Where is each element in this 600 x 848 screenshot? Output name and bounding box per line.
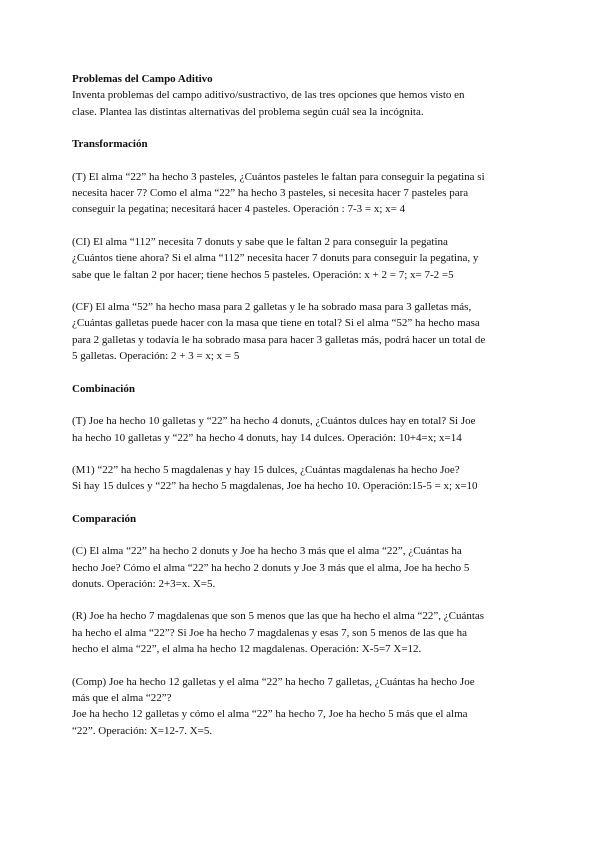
problem-line: (M1) “22” ha hecho 5 magdalenas y hay 15 dulces, ¿Cuántas magdalenas ha hecho Joe? bbox=[72, 463, 460, 476]
problem-line: ¿Cuántos tiene ahora? Si el alma “112” necesita hacer 7 donuts para conseguir la pegatina, y bbox=[72, 252, 479, 265]
problem-line: “22”. Operación: X=12-7. X=5. bbox=[72, 724, 213, 737]
problem-line: hecho Joe? Cómo el alma “22” ha hecho 2 donuts y Joe 3 más que el alma, Joe ha hecho 5 bbox=[72, 561, 470, 574]
problem-line: ha hecho 10 galletas y “22” ha hecho 4 donuts, hay 14 dulces. Operación: 10+4=x; x=14 bbox=[72, 431, 462, 444]
problem-paragraph bbox=[72, 543, 532, 592]
problem-line: (T) El alma “22” ha hecho 3 pasteles, ¿Cuántos pasteles le faltan para conseguir la pegatina si bbox=[72, 170, 485, 183]
problem-line: ¿Cuántas galletas puede hacer con la masa que tiene en total? Si el alma “52” ha hecho masa bbox=[72, 317, 480, 330]
problem-line: Si hay 15 dulces y “22” ha hecho 5 magdalenas, Joe ha hecho 10. Operación:15-5 = x; x=10 bbox=[72, 480, 478, 493]
document-title: Problemas del Campo Aditivo bbox=[72, 73, 213, 85]
problem-paragraph bbox=[72, 169, 532, 218]
problem-line: (C) El alma “22” ha hecho 2 donuts y Joe ha hecho 3 más que el alma “22”, ¿Cuántas ha bbox=[72, 545, 462, 558]
problem-line: conseguir la pegatina; necesitará hacer 4 pasteles. Operación : 7-3 = x; x= 4 bbox=[72, 203, 406, 216]
problem-line: (CF) El alma “52” ha hecho masa para 2 galletas y le ha sobrado masa para 3 galletas más, bbox=[72, 301, 472, 314]
intro-line: clase. Plantea las distintas alternativas del problema según cuál sea la incógnita. bbox=[72, 105, 424, 118]
section-combinacion bbox=[72, 381, 532, 495]
problem-line: (T) Joe ha hecho 10 galletas y “22” ha hecho 4 donuts, ¿Cuántos dulces hay en total? Si Joe bbox=[72, 415, 476, 428]
section-comparacion bbox=[72, 511, 532, 739]
problem-paragraph bbox=[72, 674, 532, 740]
intro-line: Inventa problemas del campo aditivo/sustractivo, de las tres opciones que hemos visto en bbox=[72, 89, 465, 102]
problem-line: hecho el alma “22”, el alma ha hecho 12 magdalenas. Operación: X-5=7 X=12. bbox=[72, 643, 422, 656]
section-heading: Combinación bbox=[72, 382, 135, 395]
problem-paragraph bbox=[72, 299, 532, 365]
problem-paragraph bbox=[72, 462, 532, 495]
section-heading: Comparación bbox=[72, 512, 137, 525]
problem-line: para 2 galletas y todavía le ha sobrado masa para hacer 3 galletas más, podrá hacer un total de bbox=[72, 333, 486, 346]
problem-paragraph bbox=[72, 608, 532, 657]
problem-line: ha hecho el alma “22”? Si Joe ha hecho 7 magdalenas y esas 7, son 5 menos de las que ha bbox=[72, 626, 467, 639]
document-intro bbox=[72, 87, 532, 120]
problem-line: 5 galletas. Operación: 2 + 3 = x; x = 5 bbox=[72, 350, 240, 363]
problem-line: más que el alma “22”? bbox=[72, 691, 172, 704]
problem-line: necesita hacer 7? Como el alma “22” ha hecho 3 pasteles, si necesita hacer 7 pasteles para bbox=[72, 187, 469, 200]
problem-line: (CI) El alma “112” necesita 7 donuts y sabe que le faltan 2 para conseguir la pegatina bbox=[72, 235, 448, 248]
document-page bbox=[72, 71, 532, 739]
section-heading: Transformación bbox=[72, 138, 148, 151]
problem-line: sabe que le faltan 2 por hacer; tiene hechos 5 pasteles. Operación: x + 2 = 7; x= 7-2 =5 bbox=[72, 268, 454, 281]
problem-line: donuts. Operación: 2+3=x. X=5. bbox=[72, 577, 216, 590]
problem-line: (R) Joe ha hecho 7 magdalenas que son 5 menos que las que ha hecho el alma “22”, ¿Cuántas bbox=[72, 610, 485, 623]
section-transformacion bbox=[72, 136, 532, 364]
problem-paragraph bbox=[72, 234, 532, 283]
problem-paragraph bbox=[72, 413, 532, 446]
problem-line: Joe ha hecho 12 galletas y cómo el alma “22” ha hecho 7, Joe ha hecho 5 más que el alma bbox=[72, 708, 468, 721]
problem-line: (Comp) Joe ha hecho 12 galletas y el alma “22” ha hecho 7 galletas, ¿Cuántas ha hecho Joe bbox=[72, 675, 475, 688]
